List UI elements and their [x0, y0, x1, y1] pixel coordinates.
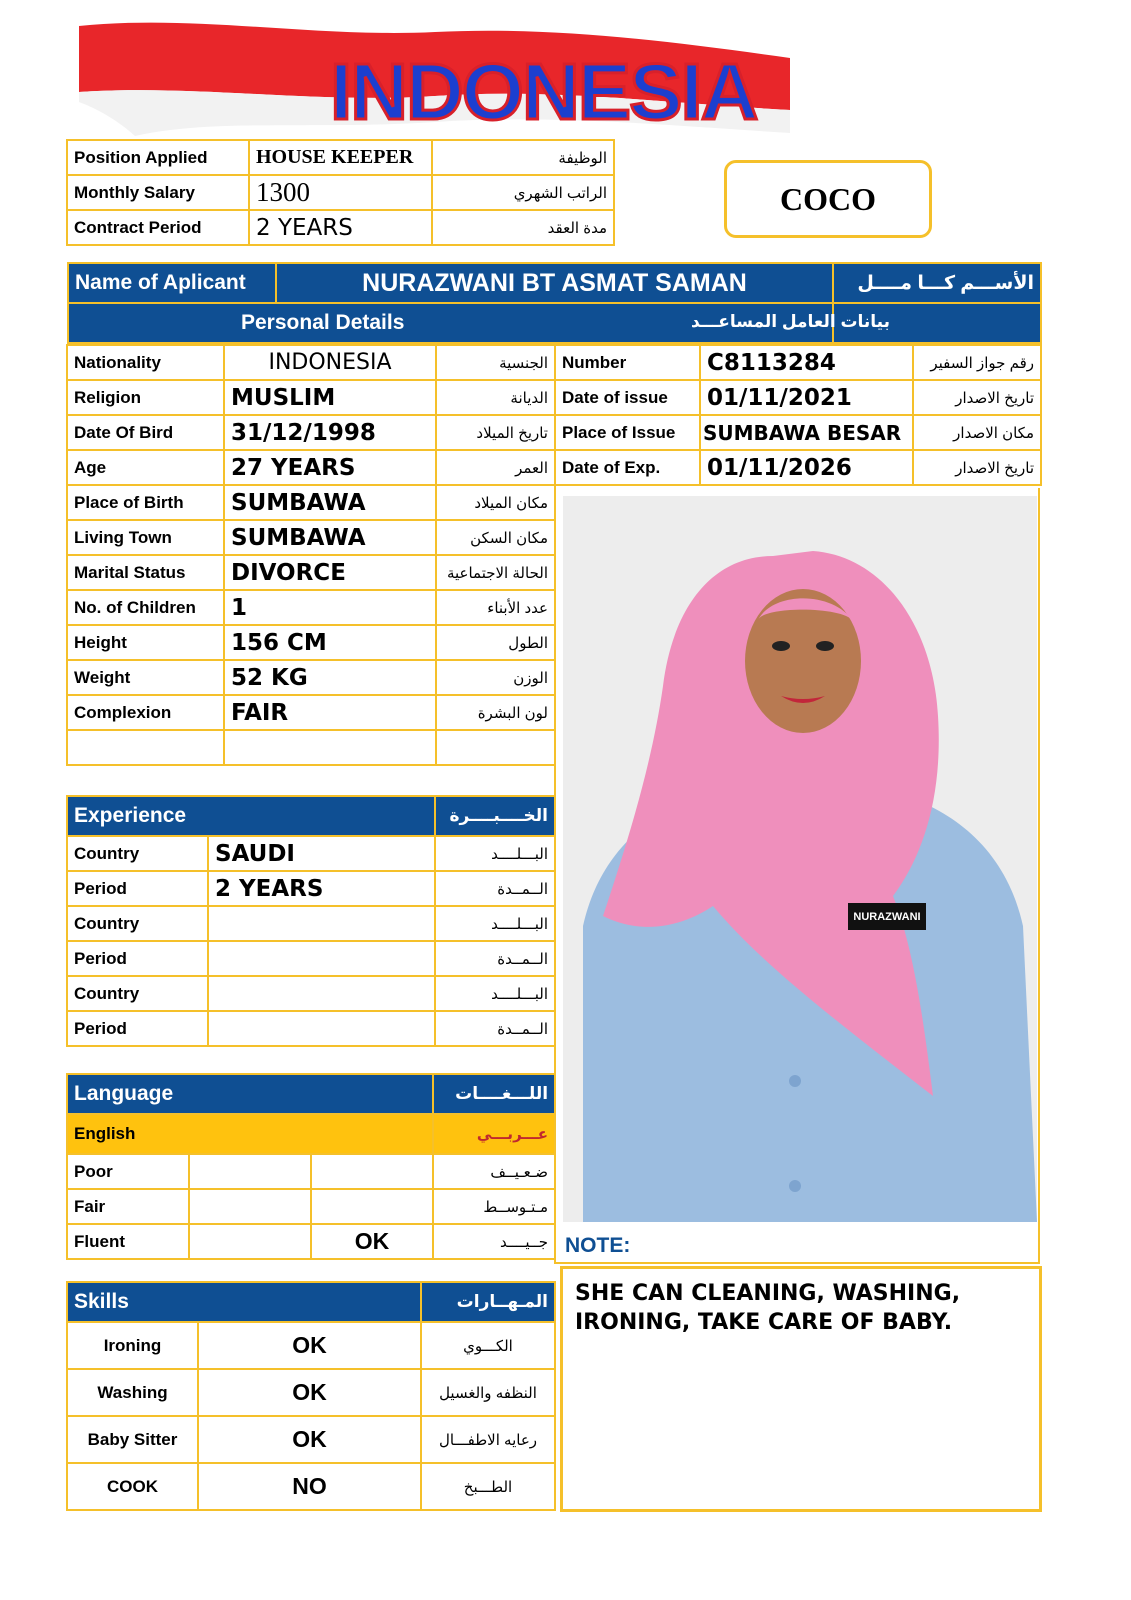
experience-table	[66, 795, 556, 1047]
language-sub-label: English	[67, 1114, 433, 1154]
skill-label-ar: النظفه والغسيل	[421, 1369, 555, 1416]
skill-row	[67, 1369, 555, 1416]
personal-label: Height	[67, 625, 224, 660]
personal-row	[67, 590, 555, 625]
personal-value: SUMBAWA	[224, 485, 436, 520]
personal-row	[67, 660, 555, 695]
passport-label-ar: مكان الاصدار	[913, 415, 1041, 450]
personal-label-ar: لون البشرة	[436, 695, 555, 730]
personal-label: Weight	[67, 660, 224, 695]
experience-value	[208, 1011, 435, 1046]
personal-label: Marital Status	[67, 555, 224, 590]
personal-label-ar: عدد الأبناء	[436, 590, 555, 625]
passport-label-ar: تاريخ الاصدار	[913, 380, 1041, 415]
personal-label: Place of Birth	[67, 485, 224, 520]
passport-value: C8113284	[700, 345, 913, 380]
skill-row	[67, 1463, 555, 1510]
experience-label-ar: البـــلــــد	[435, 836, 555, 871]
personal-label: Religion	[67, 380, 224, 415]
personal-row	[67, 625, 555, 660]
passport-row	[555, 415, 1041, 450]
skill-row	[67, 1322, 555, 1369]
job-label: Monthly Salary	[67, 175, 249, 210]
passport-table	[554, 344, 1042, 486]
language-row	[67, 1189, 555, 1224]
personal-title: Personal Details	[68, 303, 833, 343]
applicant-photo	[563, 496, 1037, 1222]
personal-label-ar: مكان السكن	[436, 520, 555, 555]
skill-value: OK	[198, 1369, 421, 1416]
experience-row	[67, 836, 555, 871]
experience-label: Country	[67, 906, 208, 941]
skills-title-ar: المـهــارات	[421, 1282, 555, 1322]
personal-value: 31/12/1998	[224, 415, 436, 450]
skill-label-ar: الكـــوي	[421, 1322, 555, 1369]
language-title: Language	[67, 1074, 433, 1114]
passport-row	[555, 380, 1041, 415]
experience-label: Period	[67, 1011, 208, 1046]
job-label: Position Applied	[67, 140, 249, 175]
personal-label-ar: العمر	[436, 450, 555, 485]
personal-value: 27 YEARS	[224, 450, 436, 485]
personal-title-ar: بيانات العامل المساعـــد	[690, 312, 890, 331]
personal-label: No. of Children	[67, 590, 224, 625]
language-col1	[189, 1154, 311, 1189]
experience-value	[208, 941, 435, 976]
personal-label: Complexion	[67, 695, 224, 730]
passport-value: 01/11/2021	[700, 380, 913, 415]
skill-label: Ironing	[67, 1322, 198, 1369]
passport-label: Number	[555, 345, 700, 380]
experience-label: Period	[67, 871, 208, 906]
note-text: SHE CAN CLEANING, WASHING, IRONING, TAKE CARE OF BABY.	[560, 1266, 1042, 1512]
personal-value: DIVORCE	[224, 555, 436, 590]
skill-value: OK	[198, 1322, 421, 1369]
job-row	[67, 210, 614, 245]
experience-value	[208, 976, 435, 1011]
applicant-label: Name of Aplicant	[68, 263, 276, 303]
language-title-ar: اللـــغــــات	[433, 1074, 555, 1114]
language-sub-ar: عـــربـــي	[433, 1114, 555, 1154]
personal-row	[67, 415, 555, 450]
passport-label: Date of Exp.	[555, 450, 700, 485]
experience-row	[67, 871, 555, 906]
job-label-ar: مدة العقد	[432, 210, 614, 245]
experience-row	[67, 1011, 555, 1046]
skills-title: Skills	[67, 1282, 421, 1322]
skill-label: Baby Sitter	[67, 1416, 198, 1463]
personal-label-ar: الوزن	[436, 660, 555, 695]
job-value: 2 YEARS	[249, 210, 432, 245]
personal-label-ar: الديانة	[436, 380, 555, 415]
experience-label-ar: الــمــدة	[435, 1011, 555, 1046]
personal-table	[66, 344, 556, 766]
skill-label: Washing	[67, 1369, 198, 1416]
passport-row	[555, 450, 1041, 485]
skill-row	[67, 1416, 555, 1463]
personal-row	[67, 520, 555, 555]
country-title: INDONESIA	[330, 47, 757, 136]
language-col2	[311, 1189, 433, 1224]
passport-row	[555, 345, 1041, 380]
language-col1	[189, 1189, 311, 1224]
personal-value: INDONESIA	[224, 345, 436, 380]
experience-label-ar: البـــلــــد	[435, 906, 555, 941]
skills-table	[66, 1281, 556, 1511]
language-col2	[311, 1154, 433, 1189]
job-label: Contract Period	[67, 210, 249, 245]
skill-label-ar: رعايه الاطفـــال	[421, 1416, 555, 1463]
personal-row	[67, 345, 555, 380]
language-table	[66, 1073, 556, 1260]
personal-value: 156 CM	[224, 625, 436, 660]
language-level-ar: ضـعـيــف	[433, 1154, 555, 1189]
passport-label-ar: تاريخ الاصدار	[913, 450, 1041, 485]
personal-row	[67, 555, 555, 590]
passport-label: Date of issue	[555, 380, 700, 415]
personal-row-empty	[67, 730, 555, 765]
agency-code: COCO	[724, 160, 932, 238]
personal-value: MUSLIM	[224, 380, 436, 415]
language-row	[67, 1224, 555, 1259]
language-level: Poor	[67, 1154, 189, 1189]
skill-value: NO	[198, 1463, 421, 1510]
language-level-ar: مـتـوســط	[433, 1189, 555, 1224]
experience-label-ar: الــمــدة	[435, 871, 555, 906]
language-level: Fluent	[67, 1224, 189, 1259]
language-row	[67, 1154, 555, 1189]
job-value: HOUSE KEEPER	[249, 140, 432, 175]
skill-label-ar: الطـــبخ	[421, 1463, 555, 1510]
personal-value: 52 KG	[224, 660, 436, 695]
experience-label: Country	[67, 836, 208, 871]
experience-label: Period	[67, 941, 208, 976]
experience-row	[67, 906, 555, 941]
job-label-ar: الوظيفة	[432, 140, 614, 175]
experience-row	[67, 976, 555, 1011]
job-value: 1300	[249, 175, 432, 210]
applicant-name: NURAZWANI BT ASMAT SAMAN	[276, 263, 833, 303]
language-level: Fair	[67, 1189, 189, 1224]
personal-value: 1	[224, 590, 436, 625]
personal-row	[67, 450, 555, 485]
experience-title: Experience	[67, 796, 435, 836]
name-badge: NURAZWANI	[853, 910, 921, 923]
experience-value	[208, 906, 435, 941]
language-col2: OK	[311, 1224, 433, 1259]
applicant-table	[67, 262, 1042, 344]
experience-title-ar: الخــــبــــرة	[435, 796, 555, 836]
personal-label: Living Town	[67, 520, 224, 555]
personal-value: SUMBAWA	[224, 520, 436, 555]
personal-label-ar: الحالة الاجتماعية	[436, 555, 555, 590]
job-row	[67, 175, 614, 210]
passport-label-ar: رقم جواز السفير	[913, 345, 1041, 380]
experience-row	[67, 941, 555, 976]
personal-value: FAIR	[224, 695, 436, 730]
applicant-label-ar: الأســـم كـــا مــــل	[833, 263, 1041, 303]
experience-value: 2 YEARS	[208, 871, 435, 906]
experience-value: SAUDI	[208, 836, 435, 871]
skill-value: OK	[198, 1416, 421, 1463]
passport-value: SUMBAWA BESAR	[700, 415, 913, 450]
personal-row	[67, 485, 555, 520]
personal-label-ar: الطول	[436, 625, 555, 660]
skill-label: COOK	[67, 1463, 198, 1510]
personal-label: Nationality	[67, 345, 224, 380]
language-level-ar: جــيــــد	[433, 1224, 555, 1259]
personal-label-ar: الجنسية	[436, 345, 555, 380]
personal-label: Date Of Bird	[67, 415, 224, 450]
personal-row	[67, 695, 555, 730]
language-col1	[189, 1224, 311, 1259]
personal-row	[67, 380, 555, 415]
experience-label-ar: الــمــدة	[435, 941, 555, 976]
job-row	[67, 140, 614, 175]
experience-label: Country	[67, 976, 208, 1011]
passport-label: Place of Issue	[555, 415, 700, 450]
personal-label-ar: مكان الميلاد	[436, 485, 555, 520]
personal-label: Age	[67, 450, 224, 485]
experience-label-ar: البـــلــــد	[435, 976, 555, 1011]
passport-value: 01/11/2026	[700, 450, 913, 485]
job-label-ar: الراتب الشهري	[432, 175, 614, 210]
personal-label-ar: تاريخ الميلاد	[436, 415, 555, 450]
note-label: NOTE:	[565, 1234, 631, 1257]
job-table	[66, 139, 615, 246]
